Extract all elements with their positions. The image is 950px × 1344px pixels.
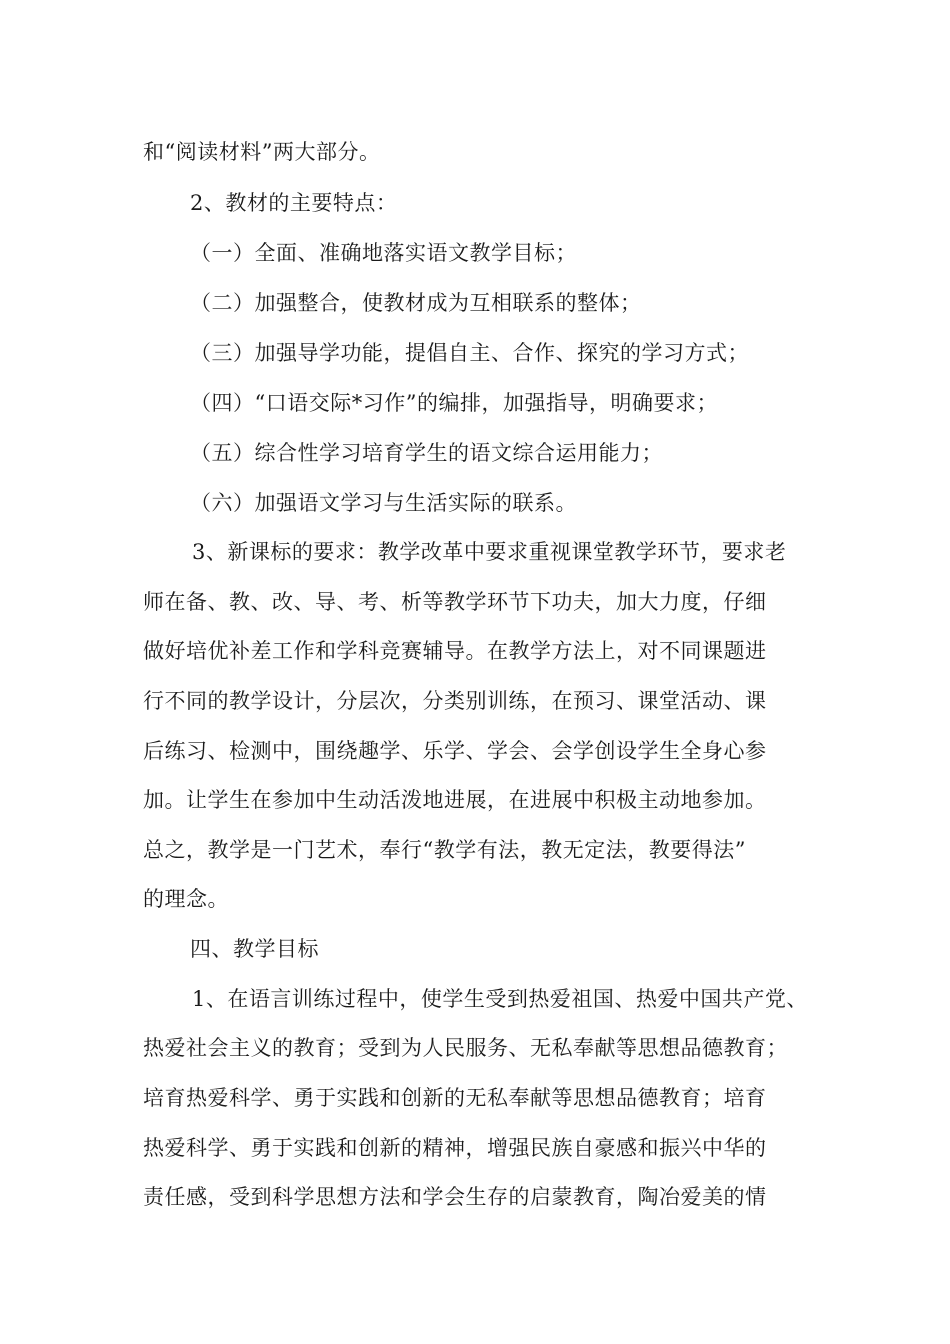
paragraph-line: 行不同的教学设计，分层次，分类别训练，在预习、课堂活动、课 [143,689,767,713]
paragraph-line: 1、在语言训练过程中，使学生受到热爱祖国、热爱中国共产党、 [192,987,808,1011]
paragraph-line: 师在备、教、改、导、考、析等教学环节下功夫，加大力度，仔细 [143,590,767,614]
section-heading-goals: 四、教学目标 [190,937,319,961]
paragraph-line: 3、新课标的要求：教学改革中要求重视课堂教学环节，要求老 [192,540,787,564]
paragraph-line: 责任感，受到科学思想方法和学会生存的启蒙教育，陶冶爱美的情 [143,1185,767,1209]
list-item: （三）加强导学功能，提倡自主、合作、探究的学习方式； [190,341,749,365]
list-item: （二）加强整合，使教材成为互相联系的整体； [190,291,642,315]
list-item: （五）综合性学习培育学生的语文综合运用能力； [190,441,663,465]
paragraph-line: 做好培优补差工作和学科竞赛辅导。在教学方法上，对不同课题进 [143,639,767,663]
list-item: （四）“口语交际*习作”的编排，加强指导，明确要求； [190,391,718,415]
paragraph-line: 热爱社会主义的教育；受到为人民服务、无私奉献等思想品德教育； [143,1036,788,1060]
list-item: （一）全面、准确地落实语文教学目标； [190,241,577,265]
paragraph-line: 和“阅读材料”两大部分。 [143,140,381,164]
paragraph-line: 热爱科学、勇于实践和创新的精神，增强民族自豪感和振兴中华的 [143,1136,767,1160]
paragraph-line: 后练习、检测中，围绕趣学、乐学、学会、会学创设学生全身心参 [143,739,767,763]
section-heading-features: 2、教材的主要特点： [190,191,398,215]
paragraph-line: 的理念。 [143,887,229,911]
paragraph-line: 加。让学生在参加中生动活泼地进展，在进展中积极主动地参加。 [143,788,767,812]
paragraph-line: 总之，教学是一门艺术，奉行“教学有法，教无定法，教要得法” [143,838,746,862]
paragraph-line: 培育热爱科学、勇于实践和创新的无私奉献等思想品德教育；培育 [143,1086,767,1110]
list-item: （六）加强语文学习与生活实际的联系。 [190,491,577,515]
